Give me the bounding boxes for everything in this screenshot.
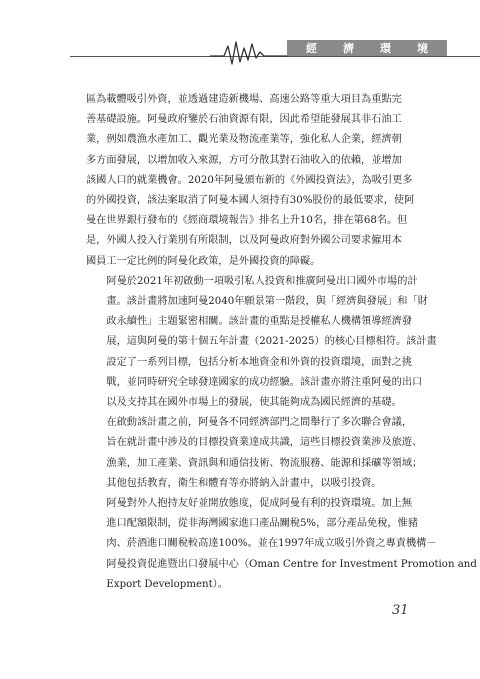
text-line: 設定了一系列目標，包括分析本地資金和外資的投資環境，面對之挑 [106,356,413,368]
text-line: 在啟動該計畫之前，阿曼各不同經濟部門之間舉行了多次聯合會議， [106,417,413,429]
paragraph [86,272,437,413]
text-line: 該國人口的就業機會。2020年阿曼頒布新的《外國投資法》，為吸引更多 [86,174,413,186]
paragraph [86,494,477,595]
text-line: 畫。該計畫將加速阿曼2040年願景第一階段，與「經濟與發展」和「財 [106,296,428,308]
section-title-char: 濟 [343,42,354,55]
text-line: 阿曼對外人抱持友好並開放態度，促成阿曼有利的投資環境。加上無 [106,498,413,510]
text-line: 多方面發展，以增加收入來源，方可分散其對石油收入的依賴，並增加 [86,154,402,166]
text-line: 曼在世界銀行發布的《經商環境報告》排名上升10名，排在第68名。但 [86,215,408,227]
text-line: 的外國投資，該法案取消了阿曼本國人須持有30%股份的最低要求，使阿 [86,195,415,207]
text-line: 其他包括教育，衛生和體育等亦將納入計畫中，以吸引投資。 [106,477,382,489]
text-line: 善基礎設施。阿曼政府鑒於石油資源有限，因此希望能發展其非石油工 [86,114,402,126]
section-title-char: 境 [417,42,428,55]
text-line: 阿曼於2021年初啟動一項吸引私人投資和推廣阿曼出口國外市場的計 [106,275,418,287]
text-line: 國員工一定比例的阿曼化政策，是外國投資的障礙。 [86,255,321,267]
text-line: 漁業，加工產業、資訊與和通信技術、物流服務、能源和採礦等領域； [106,457,423,469]
text-line: 進口配額限制，從非海灣國家進口產品關稅5%，部分產品免稅，惟豬 [106,518,418,530]
section-title-char: 經 [306,42,317,55]
paragraph [86,413,423,494]
text-line: 區為載體吸引外資，並透過建造新機場、高速公路等重大項目為重點完 [86,94,402,105]
section-title [287,40,447,56]
page-header [0,0,480,80]
section-title-char: 環 [380,42,391,55]
text-line: 以及支持其在國外市場上的發展，使其能夠成為國民經濟的基礎。 [106,397,402,409]
text-line: 展，這與阿曼的第十個五年計畫（2021-2025）的核心目標相符。該計畫 [106,336,437,348]
text-line: 業，例如農漁水產加工、觀光業及物流產業等，強化私人企業，經濟朝 [86,134,402,146]
paragraph [86,90,415,272]
text-line: 是，外國人投入行業別有所限制，以及阿曼政府對外國公司要求僱用本 [86,235,402,247]
text-line: Export Development）。 [106,578,228,590]
text-line: 肉、菸酒進口關稅較高達100%。並在1997年成立吸引外資之專責機構－ [106,538,437,550]
text-line: 阿曼投資促進暨出口發展中心（Oman Centre for Investment Promotion and [106,558,477,570]
text-line: 旨在就計畫中涉及的目標投資業達成共識，這些目標投資業涉及旅遊、 [106,437,423,449]
heartbeat-wave-icon [210,38,288,68]
body-text [86,90,477,595]
page-number: 31 [392,603,409,618]
text-line: 戰，並同時研究全球發達國家的成功經驗。該計畫亦將注重阿曼的出口 [106,376,423,388]
text-line: 政永續性」主題緊密相關。該計畫的重點是授權私人機構領導經濟發 [106,316,413,328]
